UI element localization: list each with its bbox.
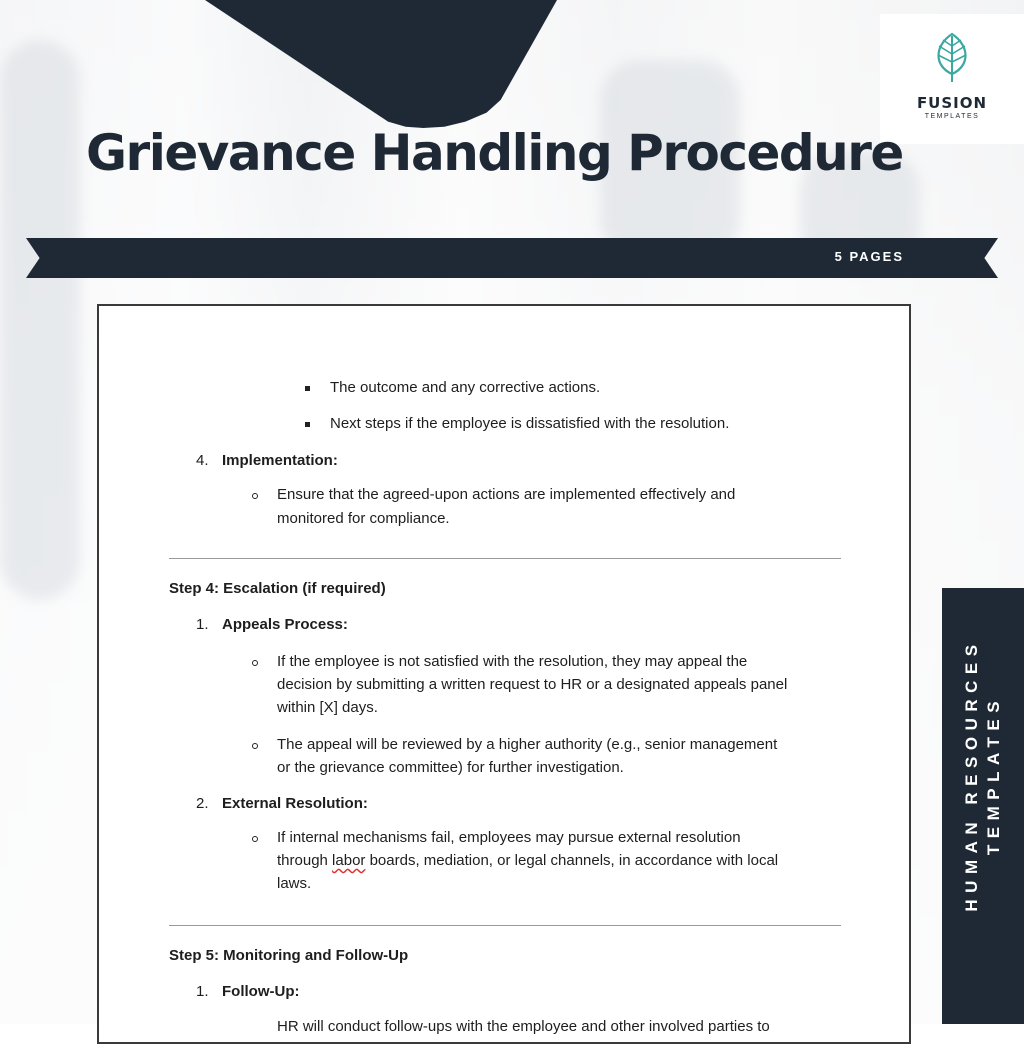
leaf-logo-icon xyxy=(930,32,974,84)
list-number: 2. xyxy=(196,795,209,812)
page-count-label: 5 PAGES xyxy=(834,249,904,264)
list-number: 1. xyxy=(196,983,209,1000)
brand-subtitle: TEMPLATES xyxy=(924,113,980,120)
list-number: 1. xyxy=(196,616,209,633)
divider xyxy=(169,558,841,559)
bullet-text: If the employee is not satisfied with the resolution, they may appeal the xyxy=(277,653,748,670)
step-heading: Step 4: Escalation (if required) xyxy=(169,580,386,597)
bullet-text: Next steps if the employee is dissatisfied with the resolution. xyxy=(330,415,730,432)
text-span: boards, mediation, or legal channels, in accordance with local xyxy=(365,852,779,869)
bullet-text: The outcome and any corrective actions. xyxy=(330,379,601,396)
bullet-text: If internal mechanisms fail, employees may pursue external resolution xyxy=(277,829,741,846)
list-item-title: Follow-Up: xyxy=(222,983,300,1000)
bullet-text: within [X] days. xyxy=(277,699,378,716)
document-preview xyxy=(97,304,911,1044)
bullet-text: monitored for compliance. xyxy=(277,510,450,527)
background-blur-shape xyxy=(0,40,80,600)
page-title: Grievance Handling Procedure xyxy=(86,124,903,182)
side-label-line2: TEMPLATES xyxy=(984,694,1003,856)
circle-bullet-icon xyxy=(252,493,258,499)
bullet-text: Ensure that the agreed-upon actions are implemented effectively and xyxy=(277,486,736,503)
list-item-title: Appeals Process: xyxy=(222,616,348,633)
list-item-title: Implementation: xyxy=(222,452,338,469)
circle-bullet-icon xyxy=(252,743,258,749)
text-span: through xyxy=(277,852,333,869)
side-category-label xyxy=(961,638,1005,911)
circle-bullet-icon xyxy=(252,836,258,842)
list-number: 4. xyxy=(196,452,209,469)
brand-name: FUSION xyxy=(916,94,988,112)
square-bullet-icon xyxy=(305,386,310,391)
side-label-line1: HUMAN RESOURCES xyxy=(962,638,981,912)
step-heading: Step 5: Monitoring and Follow-Up xyxy=(169,947,409,964)
list-item-title: External Resolution: xyxy=(222,795,368,812)
square-bullet-icon xyxy=(305,422,310,427)
bullet-text: or the grievance committee) for further investigation. xyxy=(277,759,624,776)
spellcheck-word: labor xyxy=(332,852,366,869)
bullet-text: laws. xyxy=(277,875,312,892)
circle-bullet-icon xyxy=(252,660,258,666)
bullet-text-partial: HR will conduct follow-ups with the employee and other involved parties to xyxy=(277,1018,770,1035)
divider xyxy=(169,925,841,926)
bullet-text xyxy=(277,852,778,869)
bullet-text: The appeal will be reviewed by a higher authority (e.g., senior management xyxy=(277,736,778,753)
bullet-text: decision by submitting a written request to HR or a designated appeals panel xyxy=(277,676,788,693)
